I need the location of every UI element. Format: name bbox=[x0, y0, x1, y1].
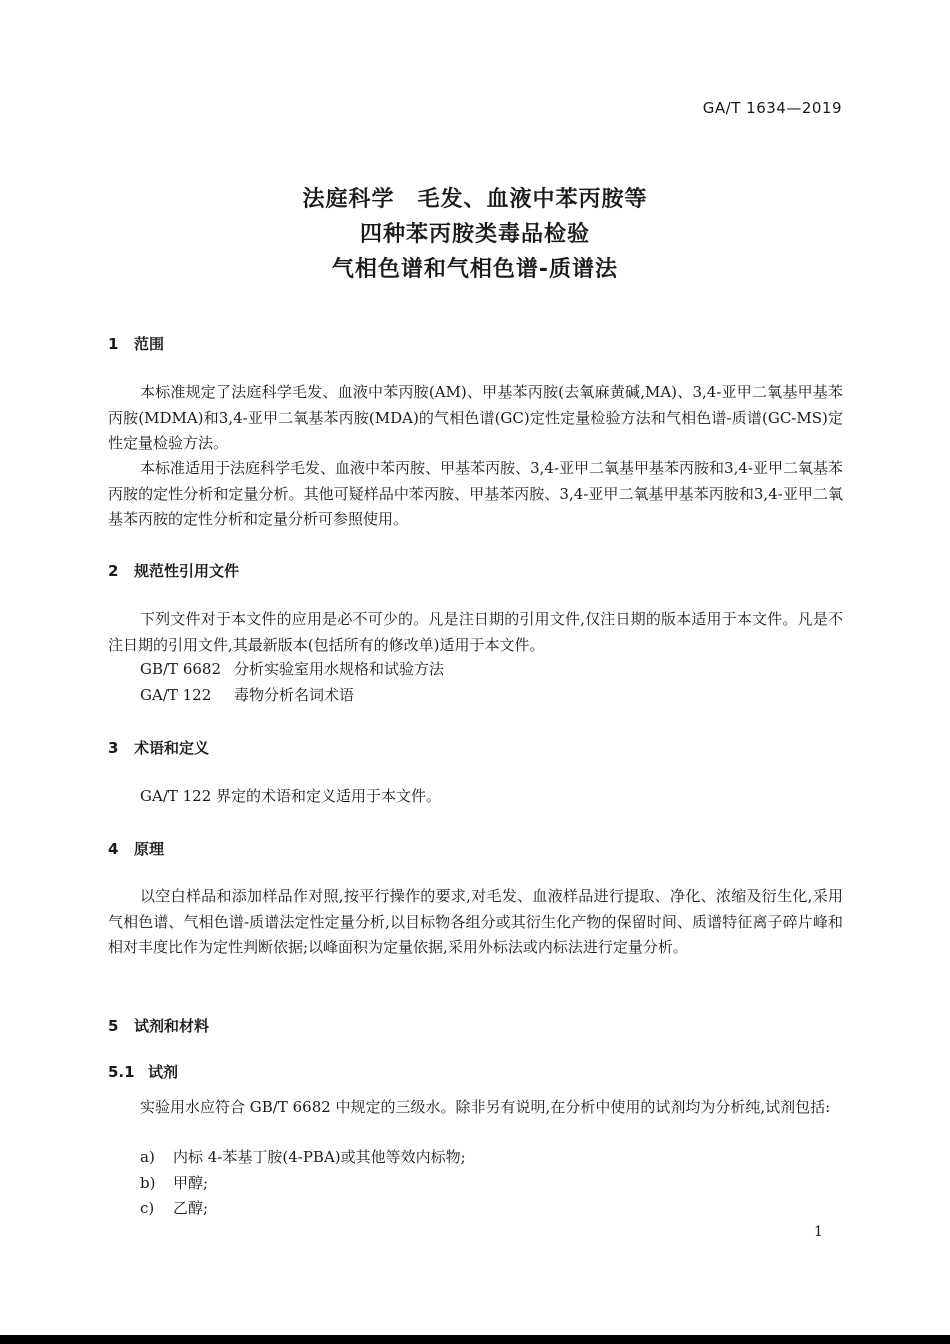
section-title: 原理 bbox=[134, 840, 165, 858]
section-number: 1 bbox=[108, 335, 119, 353]
section-1-paragraph-1: 本标准规定了法庭科学毛发、血液中苯丙胺(AM)、甲基苯丙胺(去氧麻黄碱,MA)、3,4-亚甲二氧基甲基苯丙胺(MDMA)和3,4-亚甲二氧基苯丙胺(MDA)的气相色谱(GC)定性定量检验方法和气相色谱-质谱(GC-MS)定性定量检验方法。 bbox=[108, 383, 843, 452]
list-item-label: c) bbox=[140, 1199, 155, 1217]
subsection-title: 试剂 bbox=[148, 1063, 179, 1081]
section-number: 4 bbox=[108, 840, 119, 858]
section-3-paragraph-1: GA/T 122 界定的术语和定义适用于本文件。 bbox=[140, 787, 442, 805]
title-line-2: 四种苯丙胺类毒品检验 bbox=[359, 222, 590, 247]
section-1-heading bbox=[108, 333, 164, 354]
subsection-5-1-heading bbox=[108, 1061, 178, 1082]
reference-name: 毒物分析名词术语 bbox=[234, 686, 355, 704]
title-line-3: 气相色谱和气相色谱-质谱法 bbox=[331, 257, 619, 282]
section-title: 术语和定义 bbox=[134, 739, 210, 757]
section-2-paragraph-1: 下列文件对于本文件的应用是必不可少的。凡是注日期的引用文件,仅注日期的版本适用于本文件。凡是不注日期的引用文件,其最新版本(包括所有的修改单)适用于本文件。 bbox=[108, 610, 843, 654]
section-number: 5 bbox=[108, 1017, 119, 1035]
section-title: 试剂和材料 bbox=[134, 1017, 210, 1035]
subsection-number: 5.1 bbox=[108, 1063, 135, 1081]
reference-code: GA/T 122 bbox=[140, 686, 212, 704]
list-item-text: 内标 4-苯基丁胺(4-PBA)或其他等效内标物; bbox=[173, 1148, 466, 1166]
section-title: 规范性引用文件 bbox=[134, 562, 240, 580]
section-1-paragraph-2: 本标准适用于法庭科学毛发、血液中苯丙胺、甲基苯丙胺、3,4-亚甲二氧基甲基苯丙胺和3,4-亚甲二氧基苯丙胺的定性分析和定量分析。其他可疑样品中苯丙胺、甲基苯丙胺、3,4-亚甲二氧基甲基苯丙胺和3,4-亚甲二氧基苯丙胺的定性分析和定量分析可参照使用。 bbox=[108, 459, 843, 528]
title-line-1: 法庭科学 毛发、血液中苯丙胺等 bbox=[302, 187, 648, 212]
list-item-text: 甲醇; bbox=[173, 1174, 209, 1192]
subsection-5-1-paragraph-1: 实验用水应符合 GB/T 6682 中规定的三级水。除非另有说明,在分析中使用的试剂均为分析纯,试剂包括: bbox=[140, 1098, 831, 1116]
list-item-text: 乙醇; bbox=[173, 1199, 209, 1217]
list-item bbox=[140, 1197, 208, 1218]
list-item bbox=[140, 1146, 466, 1167]
bottom-border-bar bbox=[0, 1335, 950, 1344]
list-item bbox=[140, 1172, 208, 1193]
page-number: 1 bbox=[814, 1224, 823, 1240]
list-item-label: a) bbox=[140, 1148, 155, 1166]
section-4-paragraph-1: 以空白样品和添加样品作对照,按平行操作的要求,对毛发、血液样品进行提取、净化、浓缩及衍生化,采用气相色谱、气相色谱-质谱法定性定量分析,以目标物各组分或其衍生化产物的保留时间、质谱特征离子碎片峰和相对丰度比作为定性判断依据;以峰面积为定量依据,采用外标法或内标法进行定量分析。 bbox=[108, 887, 843, 956]
section-4-heading bbox=[108, 838, 164, 859]
reference-name: 分析实验室用水规格和试验方法 bbox=[234, 660, 445, 678]
section-number: 2 bbox=[108, 562, 119, 580]
section-5-heading bbox=[108, 1015, 209, 1036]
section-2-heading bbox=[108, 560, 239, 581]
list-item-label: b) bbox=[140, 1174, 156, 1192]
section-3-heading bbox=[108, 737, 209, 758]
reference-code: GB/T 6682 bbox=[140, 660, 222, 678]
normative-reference bbox=[140, 658, 444, 679]
section-number: 3 bbox=[108, 739, 119, 757]
normative-reference bbox=[140, 684, 354, 705]
section-title: 范围 bbox=[134, 335, 165, 353]
standard-code: GA/T 1634—2019 bbox=[702, 99, 842, 117]
